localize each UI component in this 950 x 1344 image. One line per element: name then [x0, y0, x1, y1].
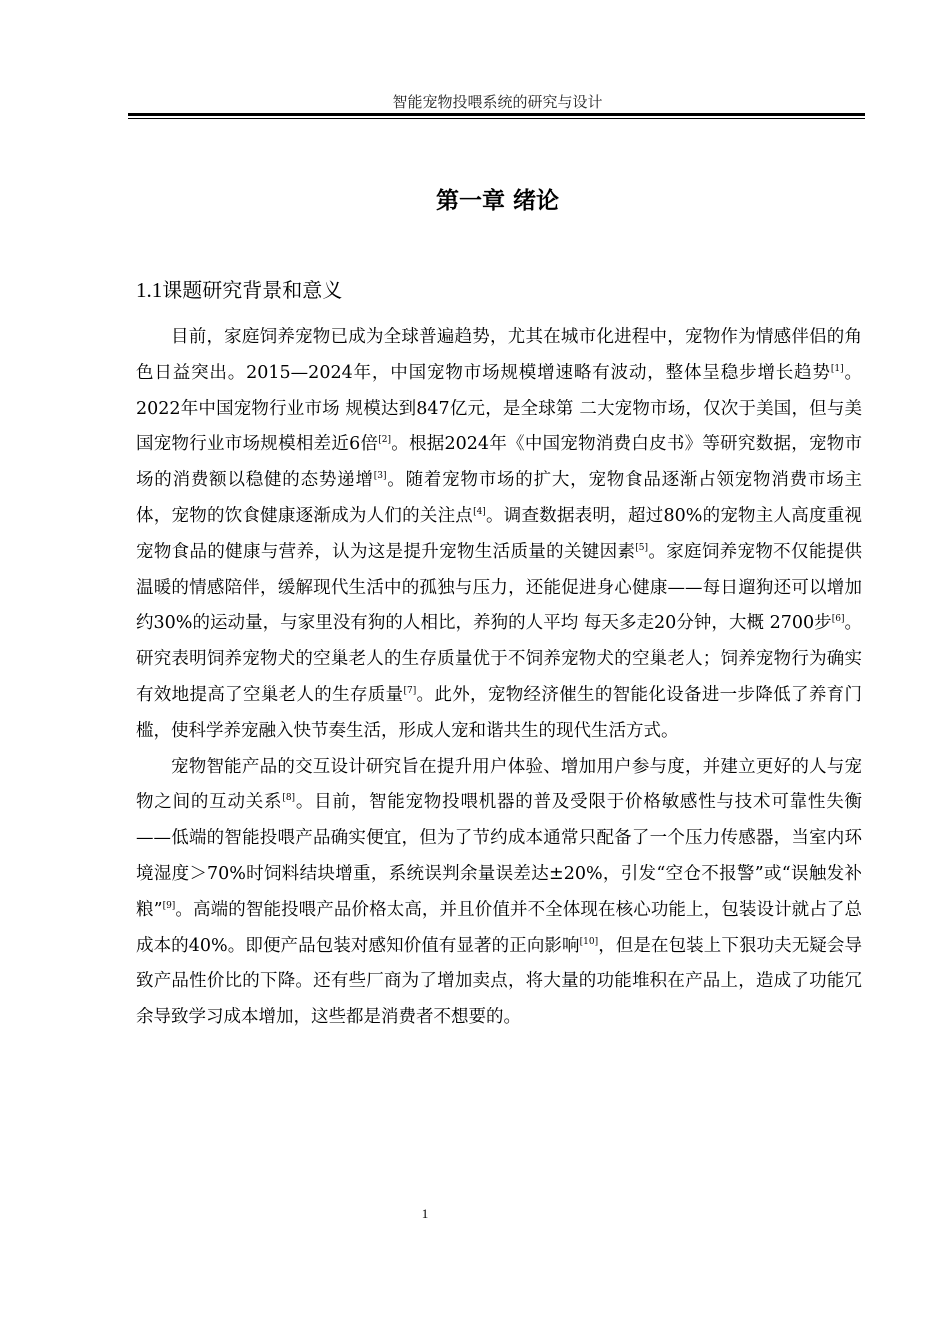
body-text — [136, 320, 862, 1036]
paragraph-2 — [136, 750, 862, 1036]
text-run: 目前，家庭饲养宠物已成为全球普遍趋势，尤其在城市化进程中，宠物作为情感伴侣的角色日益突出。2015—2024年，中国宠物市场规模增速略有波动，整体呈稳步增长趋势 — [136, 327, 862, 383]
text-run: 。目前，智能宠物投喂机器的普及受限于价格敏感性与技术可靠性失衡——低端的智能投喂产品确实便宜，但为了节约成本通常只配备了一个压力传感器，当室内环境湿度＞70%时饲料结块增重，系统误判余量误差达±20%，引发“空仓不报警”或“误触发补粮” — [136, 792, 863, 920]
header-rule-thin — [128, 118, 865, 119]
text-run: 。研究表明饲养宠物犬的空巢老人的生存质量优于不饲养宠物犬的空巢老人；饲养宠物行为确实有效地提高了空巢老人的生存质量 — [136, 613, 863, 705]
section-title: 课题研究背景和意义 — [162, 278, 343, 302]
citation: [10] — [579, 936, 599, 947]
text-run: ，但是在包装上下狠功夫无疑会导致产品性价比的下降。还有些厂商为了增加卖点，将大量的功能堆积在产品上，造成了功能冗余导致学习成本增加，这些都是消费者不想要的。 — [136, 935, 862, 1028]
section-heading — [136, 276, 342, 304]
text-run: 。调查数据表明，超过80%的宠物主人高度重视宠物食品的健康与营养，认为这是提升宠物生活质量的关键因素 — [136, 505, 862, 562]
text-run: 。高端的智能投喂产品价格太高，并且价值并不全体现在核心功能上，包装设计就占了总成本的40%。即便产品包装对感知价值有显著的正向影响 — [136, 899, 862, 956]
citation: [4] — [473, 506, 486, 517]
paragraph-1 — [136, 320, 862, 750]
text-run: 宠物智能产品的交互设计研究旨在提升用户体验、增加用户参与度，并建立更好的人与宠物之间的互动关系 — [136, 756, 862, 813]
page-number: 1 — [421, 1206, 429, 1221]
text-run: 。随着宠物市场的扩大，宠物食品逐渐占领宠物消费市场主体，宠物的饮食健康逐渐成为人们的关注点 — [136, 470, 862, 526]
running-header-title: 智能宠物投喂系统的研究与设计 — [392, 93, 603, 111]
citation: [6] — [831, 614, 845, 625]
text-run: 。2022年中国宠物行业市场 规模达到847亿元，是全球第 二大宠物市场，仅次于美国，但与美国宠物行业市场规模相差近6倍 — [136, 362, 862, 455]
citation: [1] — [830, 363, 844, 374]
citation: [5] — [635, 542, 649, 553]
chapter-title: 第一章 绪论 — [435, 188, 559, 214]
citation: [7] — [403, 685, 417, 696]
citation: [3] — [373, 471, 387, 482]
text-run: 。此外，宠物经济催生的智能化设备进一步降低了养育门槛，使科学养宠融入快节奏生活，形成人宠和谐共生的现代生活方式。 — [136, 684, 862, 741]
section-number: 1.1 — [136, 278, 163, 302]
citation: [2] — [378, 435, 391, 446]
header-rule-thick — [128, 113, 865, 116]
citation: [8] — [282, 793, 296, 804]
text-run: 。家庭饲养宠物不仅能提供温暖的情感陪伴，缓解现代生活中的孤独与压力，还能促进身心健康——每日遛狗还可以增加约30%的运动量，与家里没有狗的人相比，养狗的人平均 每天多走20分钟，大概 2700步 — [136, 541, 863, 634]
text-run: 。根据2024年《中国宠物消费白皮书》等研究数据，宠物市场的消费额以稳健的态势递增 — [136, 434, 862, 491]
citation: [9] — [162, 900, 176, 911]
